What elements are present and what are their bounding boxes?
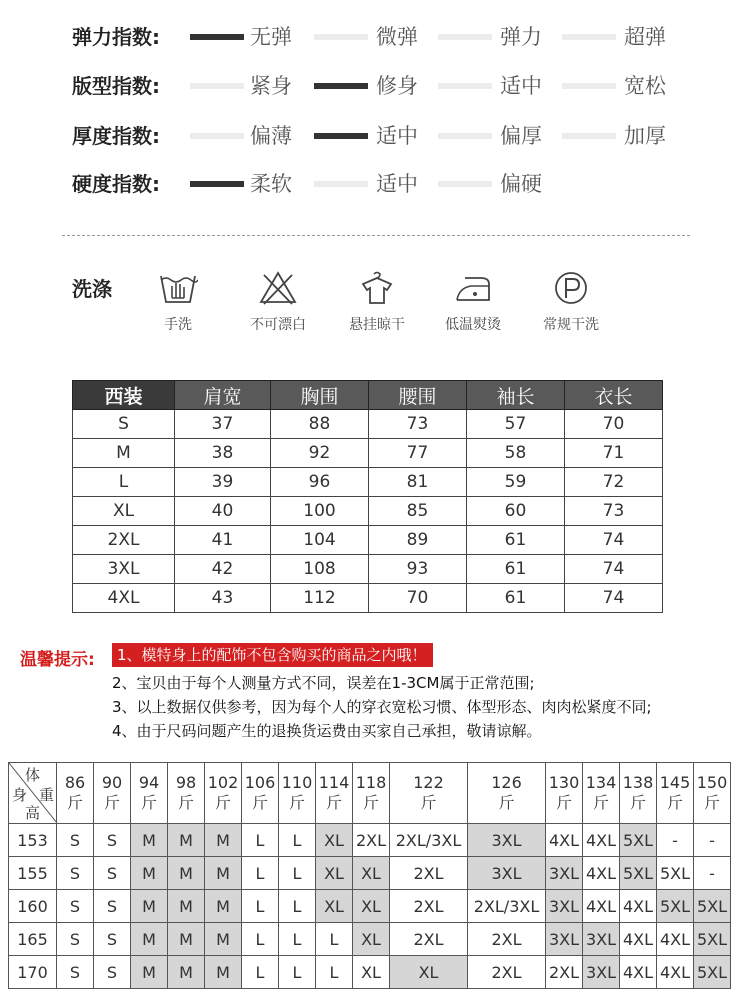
wash-caption: 不可漂白 xyxy=(250,317,306,333)
rec-cell: 4XL xyxy=(657,956,694,989)
rec-cell: 4XL xyxy=(583,824,620,857)
rec-cell: L xyxy=(279,824,316,857)
index-option: 适中 xyxy=(376,172,418,196)
rec-cell: S xyxy=(94,890,131,923)
rec-cell: XL xyxy=(353,956,390,989)
weight-header: 134 斤 xyxy=(583,763,620,824)
table-row xyxy=(9,956,731,989)
rec-cell: L xyxy=(242,923,279,956)
weight-header: 122 斤 xyxy=(390,763,468,824)
dry-clean-p-icon xyxy=(551,270,591,306)
size-cell: 74 xyxy=(565,526,663,555)
index-option: 微弹 xyxy=(376,25,418,49)
weight-header: 126 斤 xyxy=(468,763,546,824)
rec-cell: 5XL xyxy=(694,923,731,956)
size-cell: 89 xyxy=(369,526,467,555)
tip-item: 2、宝贝由于每个人测量方式不同，误差在1-3CM属于正常范围; xyxy=(112,674,535,692)
size-cell: 61 xyxy=(467,526,565,555)
rec-cell: S xyxy=(94,824,131,857)
rec-cell: XL xyxy=(316,890,353,923)
rec-cell: 2XL xyxy=(390,890,468,923)
size-table-header: 西装 xyxy=(73,381,175,410)
rec-cell: S xyxy=(57,956,94,989)
size-cell: 100 xyxy=(271,497,369,526)
wash-caption: 低温熨烫 xyxy=(445,317,501,333)
size-cell: 77 xyxy=(369,439,467,468)
weight-header: 138 斤 xyxy=(620,763,657,824)
corner-height-bottom: 高 xyxy=(25,804,41,822)
table-row xyxy=(73,555,663,584)
index-option: 修身 xyxy=(376,74,418,98)
corner-height-left: 身 xyxy=(12,786,28,804)
rec-cell: S xyxy=(57,923,94,956)
rec-cell: - xyxy=(657,824,694,857)
index-option: 宽松 xyxy=(624,74,666,98)
size-table xyxy=(72,380,663,613)
rec-cell: XL xyxy=(353,923,390,956)
size-cell: 61 xyxy=(467,555,565,584)
rec-cell: M xyxy=(168,956,205,989)
size-recommend-table xyxy=(8,762,731,989)
rec-cell: M xyxy=(131,890,168,923)
rec-cell: M xyxy=(168,824,205,857)
rec-cell: M xyxy=(205,890,242,923)
rec-cell: XL xyxy=(316,857,353,890)
weight-header: 86 斤 xyxy=(57,763,94,824)
size-cell: 73 xyxy=(369,410,467,439)
indicator-bar xyxy=(314,181,368,187)
indicator-bar xyxy=(438,133,492,139)
size-cell: 61 xyxy=(467,584,565,613)
table-row xyxy=(9,763,731,824)
index-option: 偏薄 xyxy=(250,124,292,148)
size-cell: 81 xyxy=(369,468,467,497)
wash-caption: 手洗 xyxy=(164,317,192,333)
indicator-bar xyxy=(562,83,616,89)
weight-header: 110 斤 xyxy=(279,763,316,824)
size-cell: 43 xyxy=(175,584,271,613)
size-cell: 108 xyxy=(271,555,369,584)
tip-item: 3、以上数据仅供参考，因为每个人的穿衣宽松习惯、体型形态、肉肉松紧度不同; xyxy=(112,698,652,716)
rec-cell: L xyxy=(242,857,279,890)
weight-header: 106 斤 xyxy=(242,763,279,824)
weight-header: 94 斤 xyxy=(131,763,168,824)
size-cell: 70 xyxy=(369,584,467,613)
size-cell: 85 xyxy=(369,497,467,526)
rec-cell: S xyxy=(94,857,131,890)
rec-cell: S xyxy=(57,857,94,890)
height-cell: 160 xyxy=(9,890,57,923)
corner-cell xyxy=(9,763,57,824)
rec-cell: 2XL xyxy=(353,824,390,857)
indicator-bar xyxy=(438,181,492,187)
size-cell: 3XL xyxy=(73,555,175,584)
weight-header: 102 斤 xyxy=(205,763,242,824)
rec-cell: 5XL xyxy=(620,857,657,890)
size-cell: 58 xyxy=(467,439,565,468)
wash-caption: 悬挂晾干 xyxy=(349,317,405,333)
indicator-bar xyxy=(314,83,368,89)
rec-cell: M xyxy=(168,857,205,890)
size-cell: 42 xyxy=(175,555,271,584)
rec-cell: S xyxy=(57,890,94,923)
size-cell: 4XL xyxy=(73,584,175,613)
tips-title: 温馨提示: xyxy=(20,650,95,670)
size-cell: 104 xyxy=(271,526,369,555)
rec-cell: 2XL/3XL xyxy=(390,824,468,857)
indicator-bar xyxy=(438,34,492,40)
size-table-header: 肩宽 xyxy=(175,381,271,410)
index-label-thickness: 厚度指数: xyxy=(72,124,160,148)
size-cell: 38 xyxy=(175,439,271,468)
rec-cell: L xyxy=(242,890,279,923)
rec-cell: L xyxy=(316,923,353,956)
rec-cell: - xyxy=(694,824,731,857)
rec-cell: 4XL xyxy=(620,923,657,956)
size-cell: 72 xyxy=(565,468,663,497)
rec-cell: L xyxy=(316,956,353,989)
size-cell: 37 xyxy=(175,410,271,439)
rec-cell: M xyxy=(131,956,168,989)
rec-cell: L xyxy=(279,890,316,923)
index-option: 适中 xyxy=(500,74,542,98)
weight-header: 90 斤 xyxy=(94,763,131,824)
table-row xyxy=(9,824,731,857)
rec-cell: 4XL xyxy=(546,824,583,857)
rec-cell: 2XL xyxy=(468,956,546,989)
hang-dry-icon xyxy=(357,270,397,306)
table-row xyxy=(73,584,663,613)
table-row xyxy=(9,890,731,923)
size-cell: 60 xyxy=(467,497,565,526)
rec-cell: S xyxy=(57,824,94,857)
no-bleach-icon xyxy=(258,270,298,306)
rec-cell: 4XL xyxy=(583,857,620,890)
rec-cell: XL xyxy=(316,824,353,857)
low-iron-icon xyxy=(453,270,493,306)
rec-cell: L xyxy=(279,956,316,989)
rec-cell: 3XL xyxy=(583,956,620,989)
rec-cell: S xyxy=(94,923,131,956)
indicator-bar xyxy=(314,133,368,139)
rec-cell: M xyxy=(205,824,242,857)
size-cell: 92 xyxy=(271,439,369,468)
rec-cell: L xyxy=(279,923,316,956)
rec-cell: 5XL xyxy=(694,890,731,923)
weight-header: 130 斤 xyxy=(546,763,583,824)
height-cell: 155 xyxy=(9,857,57,890)
rec-cell: 3XL xyxy=(546,890,583,923)
indicator-bar xyxy=(562,34,616,40)
corner-weight-right: 重 xyxy=(39,786,55,804)
rec-cell: XL xyxy=(353,890,390,923)
table-row xyxy=(73,410,663,439)
index-label-elasticity: 弹力指数: xyxy=(72,25,160,49)
size-cell: 59 xyxy=(467,468,565,497)
indicator-bar xyxy=(190,133,244,139)
size-table-header: 袖长 xyxy=(467,381,565,410)
rec-cell: 5XL xyxy=(620,824,657,857)
size-cell: 112 xyxy=(271,584,369,613)
height-cell: 170 xyxy=(9,956,57,989)
rec-cell: M xyxy=(131,857,168,890)
size-cell: L xyxy=(73,468,175,497)
index-option: 弹力 xyxy=(500,25,542,49)
rec-cell: 2XL xyxy=(546,956,583,989)
rec-cell: 2XL xyxy=(390,923,468,956)
size-table-header: 胸围 xyxy=(271,381,369,410)
rec-cell: M xyxy=(131,824,168,857)
rec-cell: M xyxy=(205,956,242,989)
dashed-divider xyxy=(62,235,690,236)
size-cell: XL xyxy=(73,497,175,526)
rec-cell: 3XL xyxy=(468,857,546,890)
index-label-fit: 版型指数: xyxy=(72,74,160,98)
rec-cell: 3XL xyxy=(546,923,583,956)
rec-cell: 3XL xyxy=(583,923,620,956)
indicator-bar xyxy=(190,181,244,187)
indicator-bar xyxy=(190,34,244,40)
size-cell: 74 xyxy=(565,584,663,613)
indicator-bar xyxy=(438,83,492,89)
rec-cell: 3XL xyxy=(546,857,583,890)
tip-item: 4、由于尺码问题产生的退换货运费由买家自己承担，敬请谅解。 xyxy=(112,722,542,740)
size-cell: S xyxy=(73,410,175,439)
rec-cell: XL xyxy=(353,857,390,890)
size-table-header: 腰围 xyxy=(369,381,467,410)
table-row xyxy=(73,468,663,497)
rec-cell: 2XL/3XL xyxy=(468,890,546,923)
weight-header: 145 斤 xyxy=(657,763,694,824)
size-cell: 93 xyxy=(369,555,467,584)
size-cell: 41 xyxy=(175,526,271,555)
table-row xyxy=(9,857,731,890)
rec-cell: 5XL xyxy=(657,857,694,890)
rec-cell: 2XL xyxy=(390,857,468,890)
weight-header: 150 斤 xyxy=(694,763,731,824)
rec-cell: M xyxy=(205,923,242,956)
index-option: 无弹 xyxy=(250,25,292,49)
rec-cell: M xyxy=(168,890,205,923)
table-row xyxy=(73,497,663,526)
wash-caption: 常规干洗 xyxy=(543,317,599,333)
rec-cell: 4XL xyxy=(620,890,657,923)
size-cell: 71 xyxy=(565,439,663,468)
index-option: 适中 xyxy=(376,124,418,148)
rec-cell: 4XL xyxy=(620,956,657,989)
table-row xyxy=(9,923,731,956)
rec-cell: 4XL xyxy=(583,890,620,923)
rec-cell: L xyxy=(242,824,279,857)
height-cell: 153 xyxy=(9,824,57,857)
rec-cell: M xyxy=(205,857,242,890)
index-option: 偏厚 xyxy=(500,124,542,148)
index-option: 紧身 xyxy=(250,74,292,98)
tip-highlight: 1、模特身上的配饰不包含购买的商品之内哦！ xyxy=(112,643,433,667)
rec-cell: 2XL xyxy=(468,923,546,956)
rec-cell: 3XL xyxy=(468,824,546,857)
index-option: 偏硬 xyxy=(500,172,542,196)
rec-cell: L xyxy=(279,857,316,890)
index-option: 超弹 xyxy=(624,25,666,49)
size-cell: 74 xyxy=(565,555,663,584)
size-cell: M xyxy=(73,439,175,468)
indicator-bar xyxy=(562,133,616,139)
weight-header: 98 斤 xyxy=(168,763,205,824)
rec-cell: XL xyxy=(390,956,468,989)
rec-cell: S xyxy=(94,956,131,989)
rec-cell: 5XL xyxy=(694,956,731,989)
rec-cell: L xyxy=(242,956,279,989)
size-cell: 88 xyxy=(271,410,369,439)
rec-cell: M xyxy=(168,923,205,956)
size-cell: 2XL xyxy=(73,526,175,555)
weight-header: 114 斤 xyxy=(316,763,353,824)
size-cell: 96 xyxy=(271,468,369,497)
wash-title: 洗涤 xyxy=(72,277,112,301)
index-label-hardness: 硬度指数: xyxy=(72,172,160,196)
weight-header: 118 斤 xyxy=(353,763,390,824)
size-cell: 39 xyxy=(175,468,271,497)
indicator-bar xyxy=(190,83,244,89)
index-option: 柔软 xyxy=(250,172,292,196)
table-row xyxy=(73,439,663,468)
index-option: 加厚 xyxy=(624,124,666,148)
rec-cell: 4XL xyxy=(657,923,694,956)
rec-cell: - xyxy=(694,857,731,890)
size-table-header: 衣长 xyxy=(565,381,663,410)
size-cell: 40 xyxy=(175,497,271,526)
rec-cell: M xyxy=(131,923,168,956)
corner-weight-top: 体 xyxy=(25,766,41,784)
table-row xyxy=(73,526,663,555)
height-cell: 165 xyxy=(9,923,57,956)
size-cell: 57 xyxy=(467,410,565,439)
size-cell: 70 xyxy=(565,410,663,439)
indicator-bar xyxy=(314,34,368,40)
size-cell: 73 xyxy=(565,497,663,526)
rec-cell: 5XL xyxy=(657,890,694,923)
hand-wash-icon xyxy=(158,270,198,306)
